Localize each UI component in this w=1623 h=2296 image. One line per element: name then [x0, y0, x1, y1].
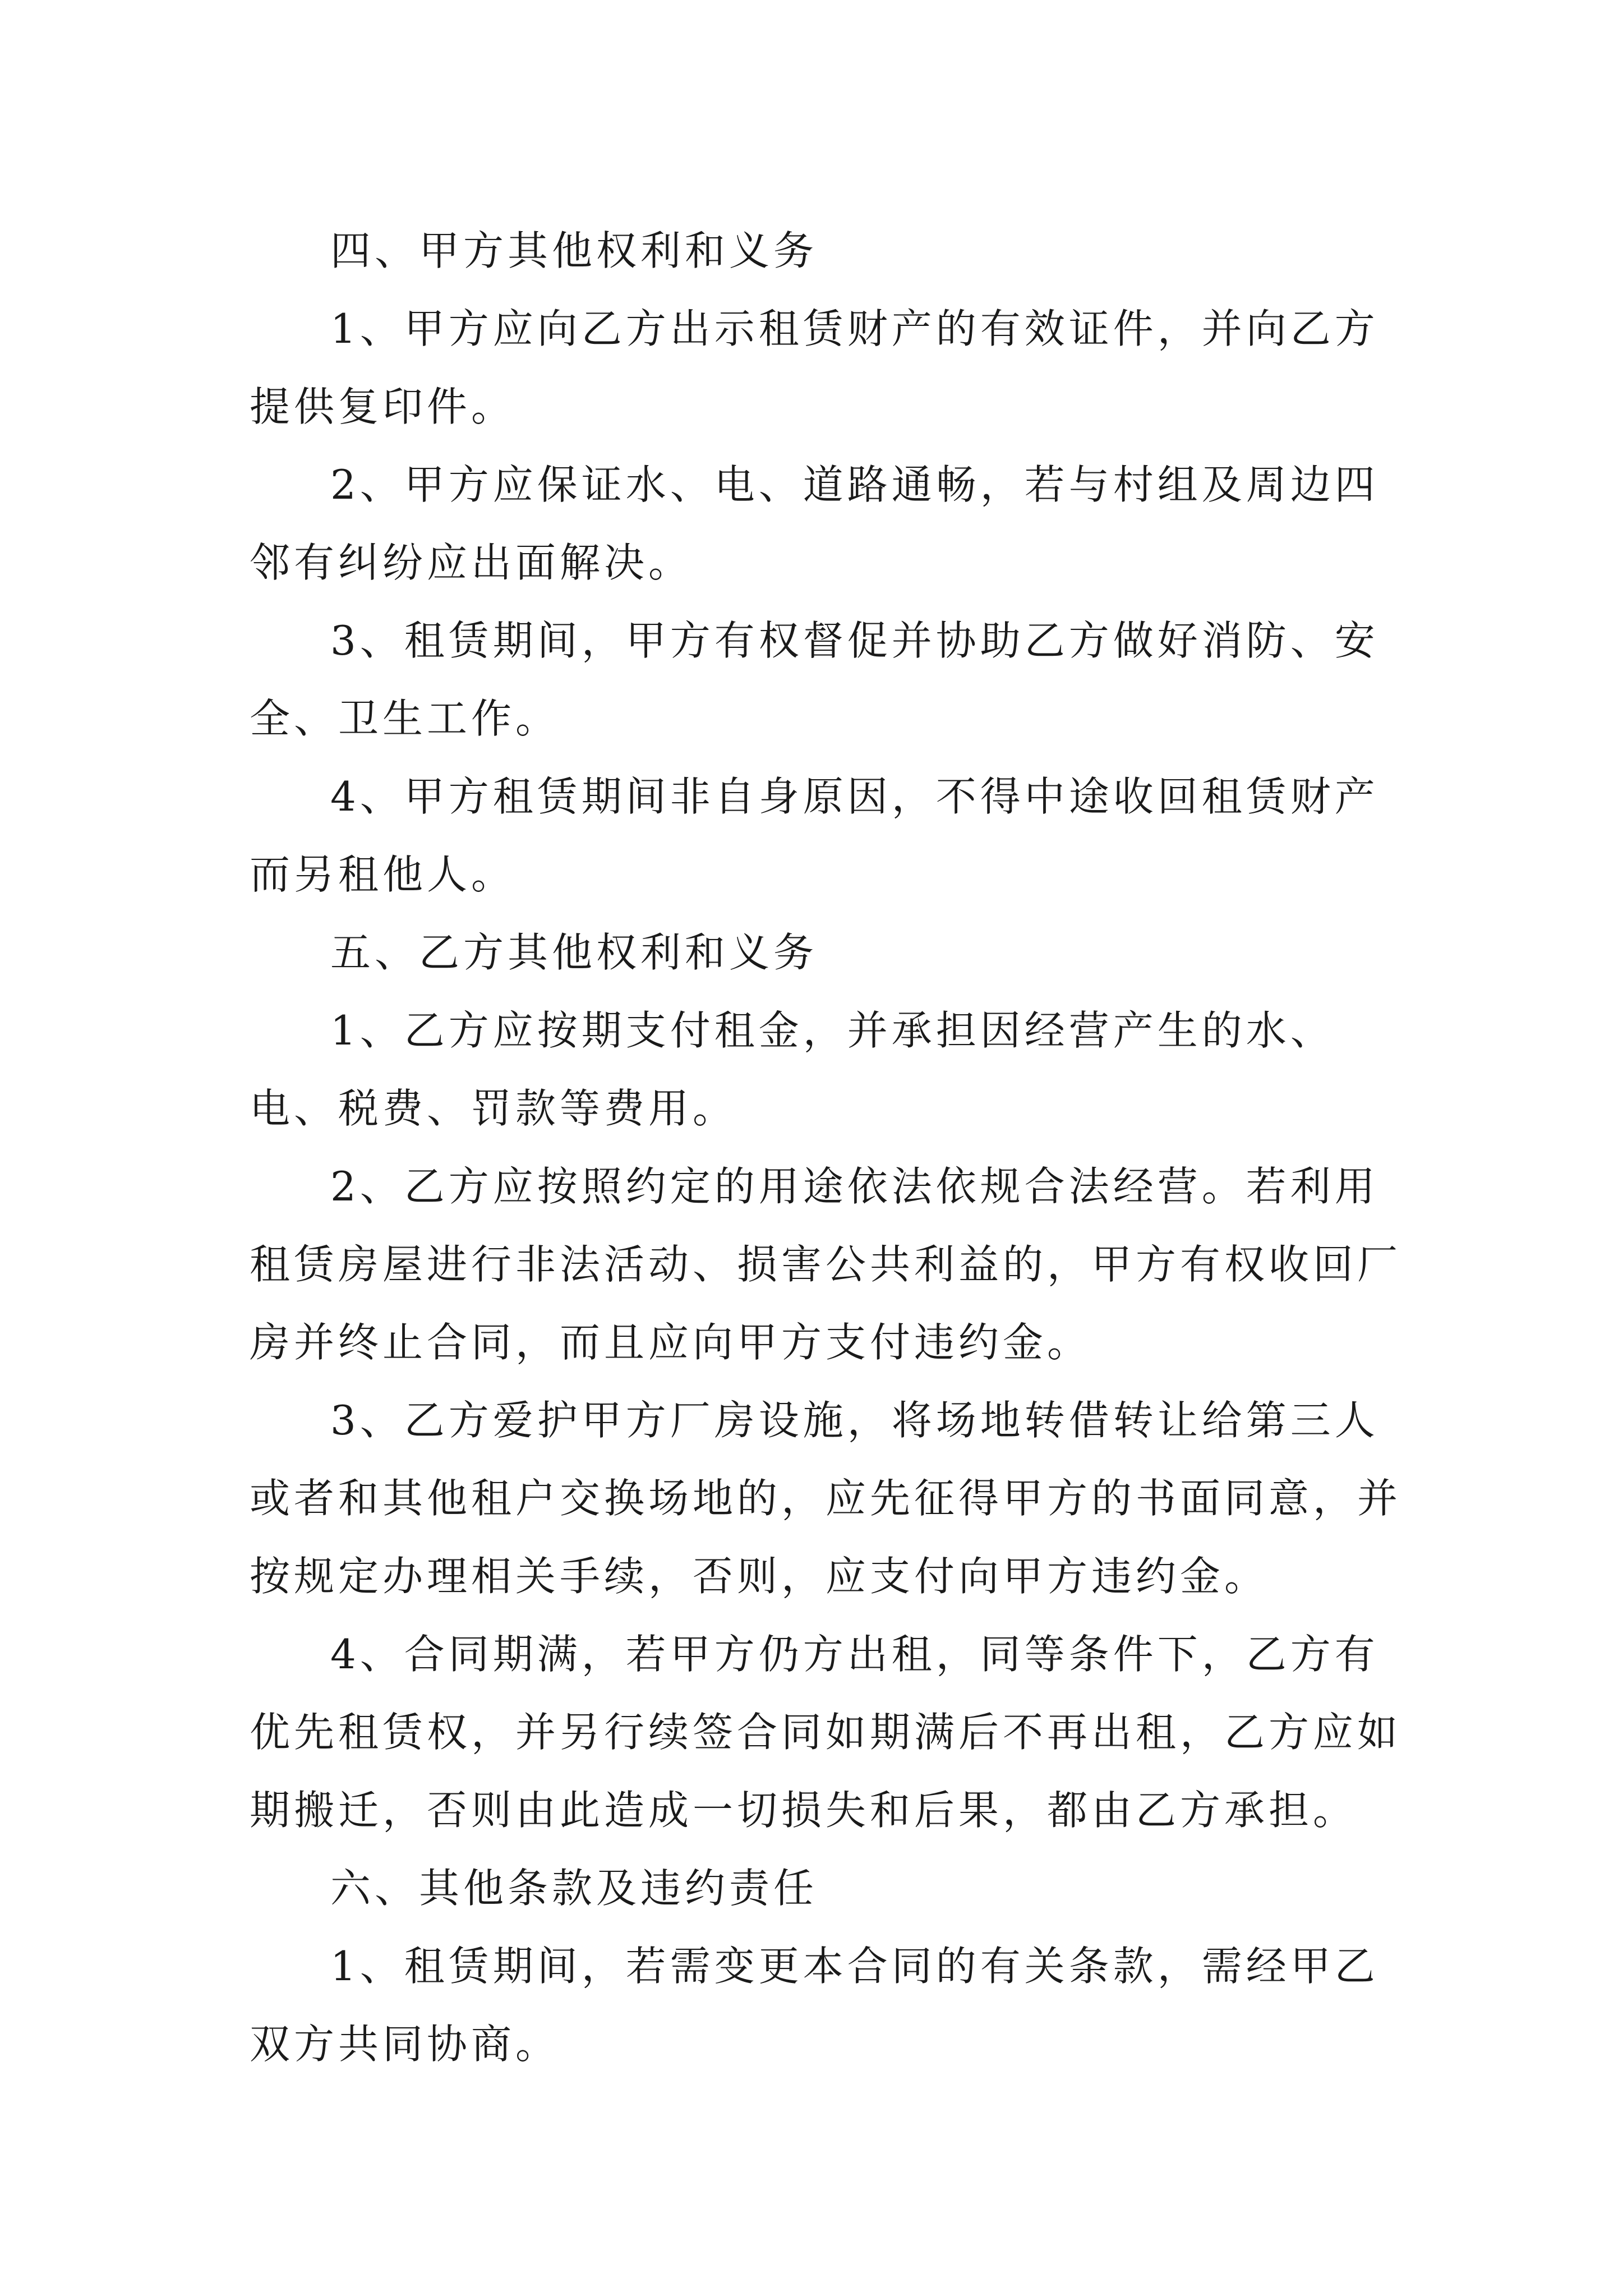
clause-5-1: 1、乙方应按期支付租金，并承担因经营产生的水、电、税费、罚款等费用。 — [250, 1007, 1335, 1132]
section-heading-6: 六、其他条款及违约责任 — [330, 1865, 818, 1912]
clause-5-4: 4、合同期满，若甲方仍方出租，同等条件下，乙方有优先租赁权，并另行续签合同如期满后不再出租，乙方应如期搬迁，否则由此造成一切损失和后果，都由乙方承担。 — [250, 1631, 1402, 1834]
clause-5-3: 3、乙方爱护甲方厂房设施，将场地转借转让给第三人或者和其他租户交换场地的，应先征得甲方的书面同意，并按规定办理相关手续，否则，应支付向甲方违约金。 — [250, 1397, 1402, 1600]
clause-5-2: 2、乙方应按照约定的用途依法依规合法经营。若利用租赁房屋进行非法活动、损害公共利益的，甲方有权收回厂房并终止合同，而且应向甲方支付违约金。 — [250, 1163, 1402, 1366]
clause-4-4: 4、甲方租赁期间非自身原因，不得中途收回租赁财产而另租他人。 — [250, 773, 1379, 898]
section-heading-5: 五、乙方其他权利和义务 — [330, 929, 818, 976]
clause-4-1: 1、甲方应向乙方出示租赁财产的有效证件，并向乙方提供复印件。 — [250, 305, 1379, 430]
clause-6-1: 1、租赁期间，若需变更本合同的有关条款，需经甲乙双方共同协商。 — [250, 1943, 1379, 2068]
clause-4-3: 3、租赁期间，甲方有权督促并协助乙方做好消防、安全、卫生工作。 — [250, 617, 1379, 742]
section-heading-4: 四、甲方其他权利和义务 — [330, 227, 818, 274]
clause-4-2: 2、甲方应保证水、电、道路通畅，若与村组及周边四邻有纠纷应出面解决。 — [250, 461, 1379, 586]
document-body — [250, 212, 1410, 2083]
